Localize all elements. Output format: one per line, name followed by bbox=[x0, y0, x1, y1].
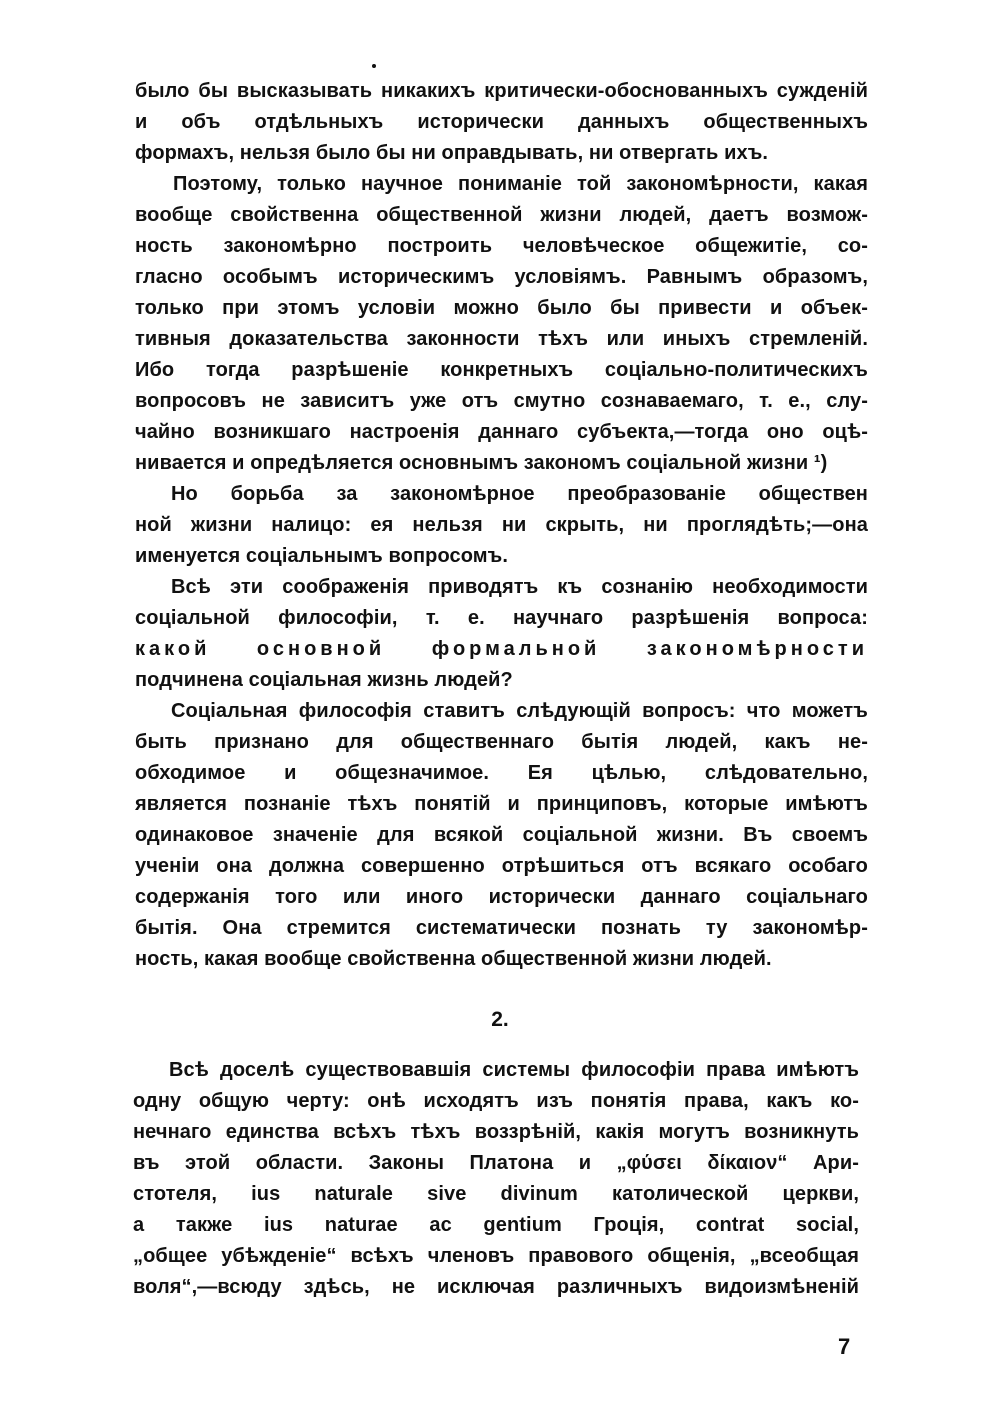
page-number: 7 bbox=[838, 1334, 851, 1359]
text-line: „общее убѣжденіе“ всѣхъ членовъ правового общенія, „всеобщая bbox=[133, 1245, 859, 1267]
text-line: ность закономѣрно построить человѣческое общежитіе, со- bbox=[135, 235, 868, 257]
text-line: а также ius naturae ac gentium Гроція, contrat social, bbox=[133, 1214, 859, 1236]
text-line: и объ отдѣльныхъ исторически данныхъ общественныхъ bbox=[135, 111, 868, 133]
section-heading: 2. bbox=[491, 1008, 509, 1031]
text-line: формахъ, нельзя было бы ни оправдывать, ни отвергать ихъ. bbox=[135, 142, 769, 164]
ink-dot bbox=[372, 64, 376, 68]
text-line: содержанія того или иного исторически даннаго соціальнаго bbox=[135, 886, 868, 908]
text-line: ной жизни налицо: ея нельзя ни скрыть, ни проглядѣть;—она bbox=[135, 514, 868, 536]
text-line: только при этомъ условіи можно было бы привести и объек- bbox=[135, 297, 868, 319]
text-line: нечнаго единства всѣхъ тѣхъ воззрѣній, какія могутъ возникнуть bbox=[133, 1121, 859, 1143]
text-line: Соціальная философія ставитъ слѣдующій вопросъ: что можетъ bbox=[171, 700, 868, 722]
paragraph-block-1 bbox=[135, 76, 868, 975]
text-line: воля“,—всюду здѣсь, не исключая различныхъ видоизмѣненій bbox=[133, 1276, 859, 1298]
text-line: какой основной формальной закономѣрности bbox=[135, 638, 868, 660]
text-line: Но борьба за закономѣрное преобразованіе обществен bbox=[171, 483, 868, 505]
text-line: одинаковое значеніе для всякой соціальной жизни. Въ своемъ bbox=[135, 824, 868, 846]
text-line: Поэтому, только научное пониманіе той закономѣрности, какая bbox=[173, 173, 868, 195]
text-line: ность, какая вообще свойственна общественной жизни людей. bbox=[135, 948, 772, 970]
text-line: было бы высказывать никакихъ критически-обоснованныхъ сужденій bbox=[135, 80, 868, 102]
text-line: въ этой области. Законы Платона и „φύσει δίκαιον“ Ари- bbox=[133, 1152, 859, 1174]
text-line: именуется соціальнымъ вопросомъ. bbox=[135, 545, 509, 567]
text-line: бытія. Она стремится систематически познать ту закономѣр- bbox=[135, 917, 868, 939]
text-line: вообще свойственна общественной жизни людей, даетъ возмож- bbox=[135, 204, 868, 226]
text-line: чайно возникшаго настроенія даннаго субъекта,—тогда оно оцѣ- bbox=[135, 421, 868, 443]
text-line: тивныя доказательства законности тѣхъ или иныхъ стремленій. bbox=[135, 328, 868, 350]
text-line: стотеля, ius naturale sive divinum католической церкви, bbox=[133, 1183, 859, 1205]
paragraph-block-2 bbox=[133, 1055, 859, 1303]
text-line: обходимое и общезначимое. Ея цѣлью, слѣдовательно, bbox=[135, 762, 868, 784]
text-line: является познаніе тѣхъ понятій и принциповъ, которые имѣютъ bbox=[135, 793, 868, 815]
text-line: гласно особымъ историческимъ условіямъ. Равнымъ образомъ, bbox=[135, 266, 868, 288]
text-line: Всѣ эти соображенія приводятъ къ сознанію необходимости bbox=[171, 576, 868, 598]
text-line: Всѣ доселѣ существовавшія системы философіи права имѣютъ bbox=[169, 1059, 859, 1081]
text-line: вопросовъ не зависитъ уже отъ смутно сознаваемаго, т. е., слу- bbox=[135, 390, 868, 412]
text-line: соціальной философіи, т. е. научнаго разрѣшенія вопроса: bbox=[135, 607, 868, 629]
text-line: одну общую черту: онѣ исходятъ изъ понятія права, какъ ко- bbox=[133, 1090, 859, 1112]
text-line: быть признано для общественнаго бытія людей, какъ не- bbox=[135, 731, 868, 753]
text-line: нивается и опредѣляется основнымъ закономъ соціальной жизни ¹) bbox=[135, 452, 828, 474]
text-line: подчинена соціальная жизнь людей? bbox=[135, 669, 513, 691]
text-line: Ибо тогда разрѣшеніе конкретныхъ соціально-политическихъ bbox=[135, 359, 868, 381]
text-line: ученіи она должна совершенно отрѣшиться отъ всякаго особаго bbox=[135, 855, 868, 877]
